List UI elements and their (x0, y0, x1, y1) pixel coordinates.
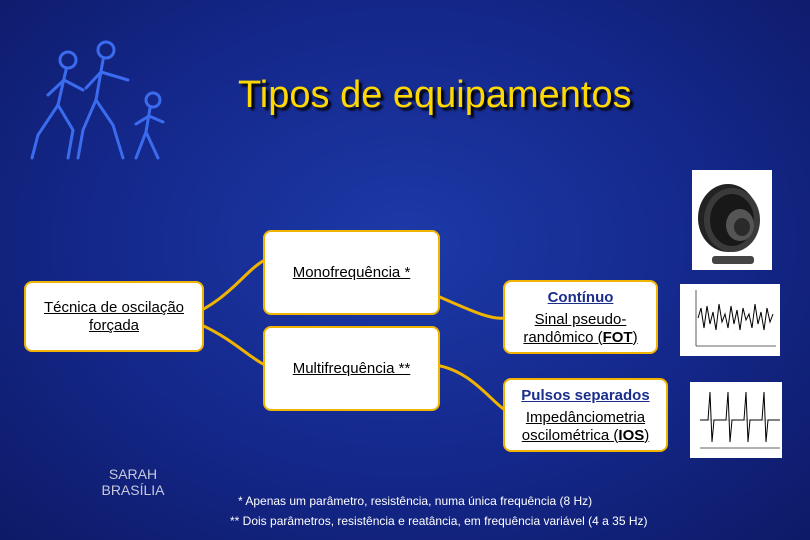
fot-acronym: FOT (602, 329, 633, 346)
waveform-plot-icon (680, 284, 780, 356)
technique-box (24, 281, 204, 352)
continuous-line2: randômico (FOT) (523, 329, 638, 346)
multifrequency-label: Multifrequência ** (292, 360, 411, 377)
pulses-line2: oscilométrica (IOS) (521, 427, 650, 444)
footnote-2: ** Dois parâmetros, resistência e reatância, em frequência variável (4 a 35 Hz) (230, 514, 648, 528)
continuous-line1: Sinal pseudo- (534, 311, 627, 328)
loudspeaker-icon (692, 170, 772, 270)
pulses-line1: Impedânciometria (525, 409, 646, 426)
footnote-1: * Apenas um parâmetro, resistência, numa única frequência (8 Hz) (238, 494, 593, 508)
page-title: Tipos de equipamentos (238, 74, 632, 116)
multifrequency-box (263, 326, 440, 411)
monofrequency-label: Monofrequência * (292, 264, 411, 281)
continuous-box (503, 280, 658, 354)
ios-acronym: IOS (618, 427, 645, 444)
pulses-heading: Pulsos separados (521, 387, 650, 404)
pulses-box (503, 378, 668, 452)
pulse-plot-icon (690, 382, 782, 458)
sarah-watermark: SARAH BRASÍLIA (101, 466, 165, 498)
continuous-heading: Contínuo (547, 289, 614, 306)
technique-label: Técnica de oscilação forçada (43, 299, 185, 334)
monofrequency-box (263, 230, 440, 315)
